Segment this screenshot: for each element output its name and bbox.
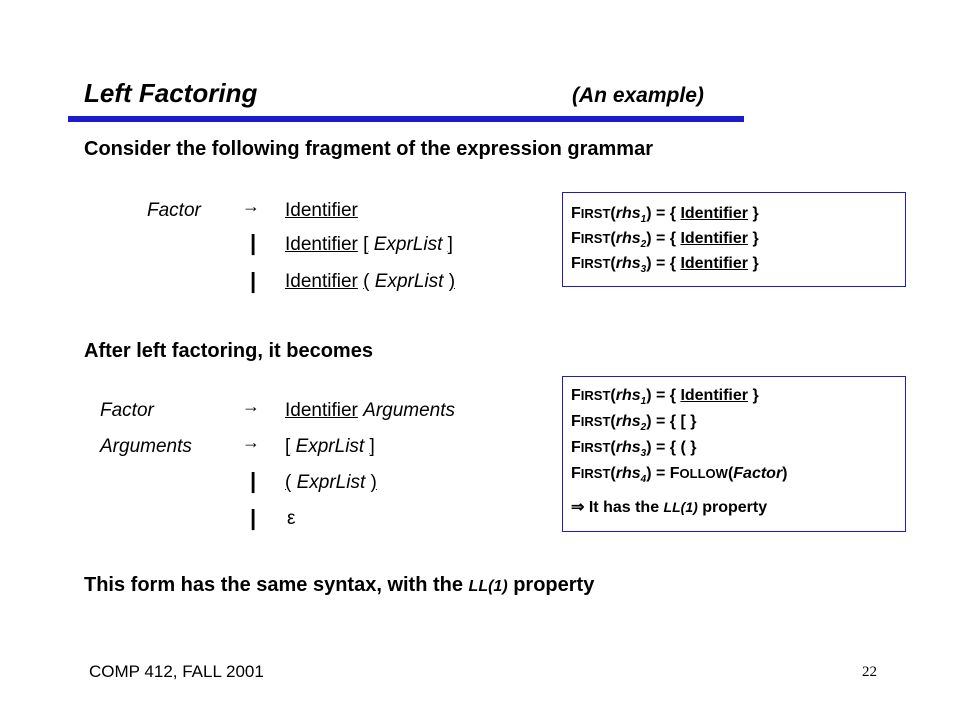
ll1-result-line: ⇒ It has the LL(1) property: [571, 499, 768, 516]
conclusion-text: This form has the same syntax, with the LL(1) property: [84, 574, 595, 596]
g1-r2: [285, 234, 453, 256]
g2-arrow-2: →: [242, 432, 260, 452]
g1-r2-exprlist: ExprList: [373, 234, 443, 255]
first-line: FIRST(rhs$_2$) = { Identifier }: [571, 230, 759, 251]
g1-r3-terminal: Identifier: [285, 271, 358, 292]
g2-lhs-factor: Factor: [100, 400, 154, 421]
g2-r3: ( ExprList ): [285, 472, 377, 493]
g2-r1: Identifier Arguments: [285, 400, 456, 421]
slide-subtitle: (An example): [572, 84, 704, 107]
g1-r2-terminal: Identifier: [285, 234, 358, 255]
g2-epsilon: ε: [287, 508, 296, 529]
intro-text: Consider the following fragment of the expression grammar: [84, 138, 653, 160]
first-line: FIRST(rhs$_3$) = { ( }: [571, 439, 697, 460]
first-sets-box-original: [562, 192, 906, 287]
first-line: FIRST(rhs$_2$) = { [ }: [571, 413, 697, 434]
first-follow-line: FIRST(rhs$_4$) = FOLLOW(Factor): [571, 465, 788, 486]
g2-alt-bar-1: |: [250, 468, 257, 493]
after-text: After left factoring, it becomes: [84, 340, 373, 362]
g1-r1-terminal: Identifier: [285, 200, 358, 221]
page-number: 22: [862, 664, 877, 680]
g1-r3: [285, 271, 455, 293]
implies-icon: ⇒: [571, 499, 585, 516]
first-line: FIRST(rhs$_1$) = { Identifier }: [571, 387, 759, 408]
g1-alt-bar-1: |: [250, 230, 257, 255]
g1-arrow: →: [242, 196, 260, 216]
title-rule: [68, 116, 744, 122]
first-line: FIRST(rhs$_3$) = { Identifier }: [571, 255, 759, 276]
g1-r3-close: ): [448, 271, 456, 292]
g2-arrow-1: →: [242, 396, 260, 416]
g1-lhs: Factor: [147, 200, 201, 221]
g1-alt-bar-2: |: [250, 268, 257, 293]
g1-r2-open: [: [363, 234, 369, 255]
slide-title: Left Factoring: [84, 78, 258, 108]
g1-r3-exprlist: ExprList: [374, 271, 444, 292]
footer-course: COMP 412, FALL 2001: [89, 662, 264, 681]
g2-lhs-arguments: Arguments: [100, 436, 192, 457]
first-line: FIRST(rhs$_1$) = { Identifier }: [571, 205, 759, 226]
g2-r2: [ ExprList ]: [285, 436, 375, 457]
g1-r3-open: (: [363, 271, 370, 292]
g1-r2-close: ]: [447, 234, 453, 255]
first-sets-box-factored: [562, 376, 906, 532]
g2-alt-bar-2: |: [250, 505, 257, 530]
